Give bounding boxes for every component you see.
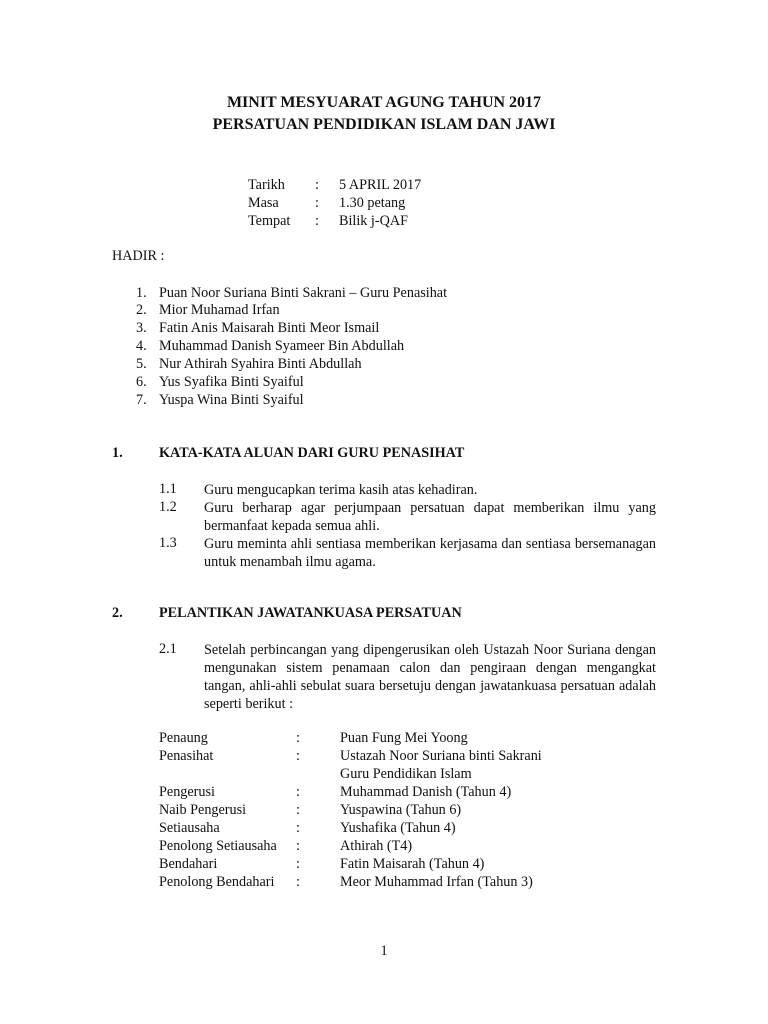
- item-text: Setelah perbincangan yang dipengerusikan oleh Ustazah Noor Suriana dengan mengunakan sistem penamaan calon dan pengiraan dengan mengangkat tangan, ahli-ahli sebulat suara bersetuju dengan jawatankuasa persatuan adalah seperti berikut :: [204, 642, 656, 712]
- committee-role: Penolong Bendahari: [159, 874, 275, 890]
- committee-role: Bendahari: [159, 856, 218, 872]
- committee-name: Yuspawina (Tahun 6): [340, 802, 462, 818]
- list-item-number: 6.: [136, 374, 147, 390]
- meta-label-place: Tempat: [248, 213, 291, 229]
- committee-role: Penolong Setiausaha: [159, 838, 277, 854]
- list-item: Yuspa Wina Binti Syaiful: [159, 392, 304, 408]
- list-item: Fatin Anis Maisarah Binti Meor Ismail: [159, 320, 380, 336]
- committee-colon: :: [296, 874, 300, 890]
- list-item: Puan Noor Suriana Binti Sakrani – Guru Penasihat: [159, 285, 448, 301]
- committee-colon: :: [296, 820, 300, 836]
- committee-name: Yushafika (Tahun 4): [340, 820, 456, 836]
- committee-name: Puan Fung Mei Yoong: [340, 730, 468, 746]
- meta-colon: :: [315, 195, 319, 211]
- committee-name: Meor Muhammad Irfan (Tahun 3): [340, 874, 533, 890]
- committee-colon: :: [296, 748, 300, 764]
- committee-colon: :: [296, 838, 300, 854]
- item-text: Guru berharap agar perjumpaan persatuan dapat memberikan ilmu yang bermanfaat kepada semua ahli.: [204, 500, 656, 534]
- document-subtitle: PERSATUAN PENDIDIKAN ISLAM DAN JAWI: [212, 116, 556, 133]
- list-item-number: 4.: [136, 338, 147, 354]
- attendance-heading: HADIR :: [112, 248, 165, 264]
- list-item: Nur Athirah Syahira Binti Abdullah: [159, 356, 362, 372]
- meta-value-place: Bilik j-QAF: [339, 213, 408, 229]
- item-number: 2.1: [159, 641, 177, 657]
- committee-role: Pengerusi: [159, 784, 215, 800]
- item-number: 1.1: [159, 481, 177, 497]
- meta-value-date: 5 APRIL 2017: [339, 177, 422, 193]
- committee-colon: :: [296, 730, 300, 746]
- meta-colon: :: [315, 213, 319, 229]
- item-text: Guru meminta ahli sentiasa memberikan kerjasama dan sentiasa bersemanagan untuk menambah ilmu agama.: [204, 536, 656, 570]
- list-item-number: 1.: [136, 285, 147, 301]
- item-number: 1.3: [159, 535, 177, 551]
- item-text: Guru mengucapkan terima kasih atas kehadiran.: [204, 482, 478, 498]
- section-number: 2.: [112, 605, 123, 621]
- meta-value-time: 1.30 petang: [339, 195, 406, 211]
- committee-name: Muhammad Danish (Tahun 4): [340, 784, 512, 800]
- list-item-number: 7.: [136, 392, 147, 408]
- committee-role: Penasihat: [159, 748, 214, 764]
- document-title: MINIT MESYUARAT AGUNG TAHUN 2017: [226, 94, 542, 111]
- section-title: PELANTIKAN JAWATANKUASA PERSATUAN: [159, 605, 462, 621]
- meta-colon: :: [315, 177, 319, 193]
- committee-role: Naib Pengerusi: [159, 802, 247, 818]
- item-number: 1.2: [159, 499, 177, 515]
- section-title: KATA-KATA ALUAN DARI GURU PENASIHAT: [159, 445, 465, 461]
- committee-colon: :: [296, 784, 300, 800]
- committee-name: Ustazah Noor Suriana binti Sakrani: [340, 748, 542, 764]
- meta-label-time: Masa: [248, 195, 279, 211]
- committee-colon: :: [296, 802, 300, 818]
- committee-role: Penaung: [159, 730, 208, 746]
- committee-colon: :: [296, 856, 300, 872]
- list-item-number: 2.: [136, 302, 147, 318]
- list-item-number: 3.: [136, 320, 147, 336]
- meta-label-date: Tarikh: [248, 177, 285, 193]
- committee-name: Fatin Maisarah (Tahun 4): [340, 856, 485, 872]
- section-number: 1.: [112, 445, 123, 461]
- committee-name: Guru Pendidikan Islam: [340, 766, 472, 782]
- page-number: 1: [380, 943, 388, 959]
- list-item: Yus Syafika Binti Syaiful: [159, 374, 304, 390]
- list-item: Muhammad Danish Syameer Bin Abdullah: [159, 338, 405, 354]
- committee-name: Athirah (T4): [340, 838, 413, 854]
- committee-role: Setiausaha: [159, 820, 220, 836]
- list-item: Mior Muhamad Irfan: [159, 302, 280, 318]
- list-item-number: 5.: [136, 356, 147, 372]
